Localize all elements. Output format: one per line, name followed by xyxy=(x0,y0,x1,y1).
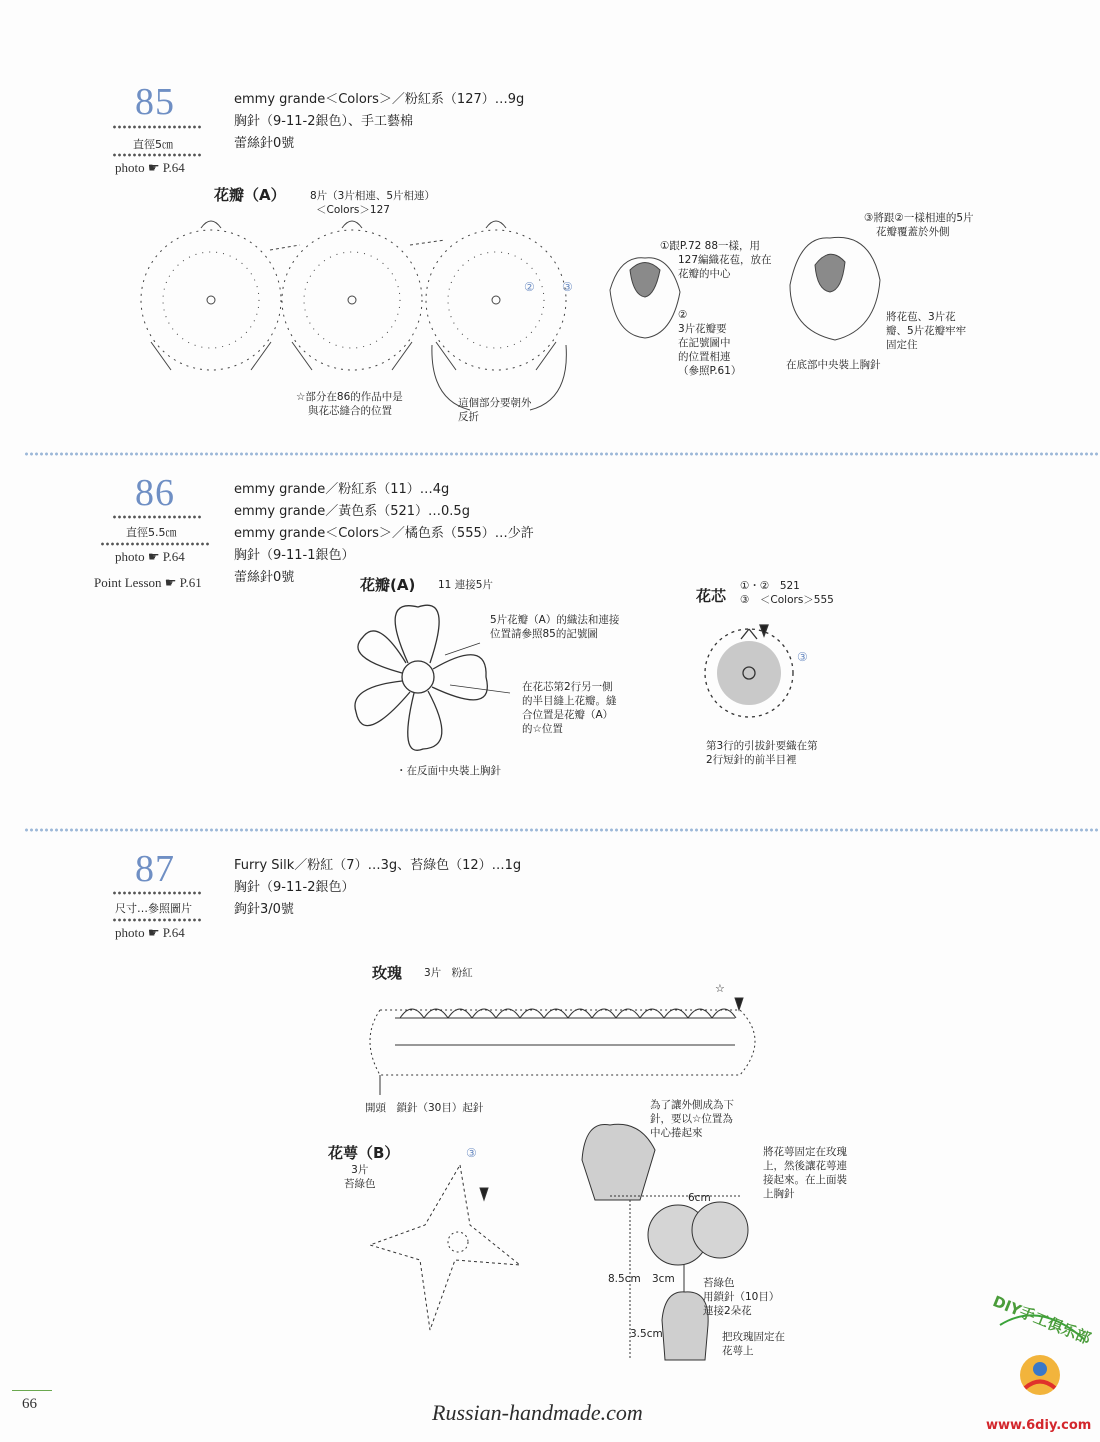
dimension-base: 3.5cm xyxy=(630,1328,663,1340)
pattern-85-size: 直徑5㎝ xyxy=(133,138,173,151)
pattern-86-photo-ref: photo ☛ P.64 xyxy=(115,549,185,564)
pattern-87-chain-note: 開頭 鎖針（30目）起針 xyxy=(365,1102,484,1114)
pattern-87-photo-ref: photo ☛ P.64 xyxy=(115,925,185,940)
pattern-86-center-spec: ①・② 521 ③ ＜Colors＞555 xyxy=(740,580,834,606)
site-url: www.6diy.com xyxy=(986,1418,1092,1433)
pattern-87-calyx-title: 花萼（B） xyxy=(328,1144,400,1162)
pattern-85-step-2: ② 3片花瓣要 在記號圖中 的位置相連 （參照P.61） xyxy=(678,309,742,377)
round-3-marker: ③ xyxy=(466,1146,477,1160)
pattern-85-step-1: ①跟P.72 88一樣，用 127編織花苞，放在 花瓣的中心 xyxy=(660,240,772,280)
pattern-87-rose-spec: 3片 粉紅 xyxy=(424,967,473,979)
pattern-86-petal-title: 花瓣(A) xyxy=(360,576,416,594)
pattern-87-roll-note: 為了讓外側成為下 針，要以☆位置為 中心捲起來 xyxy=(650,1099,734,1139)
material-line: 胸針（9-11-2銀色） xyxy=(234,880,355,895)
pattern-86-number: 86 xyxy=(135,472,175,514)
round-2-marker: ② xyxy=(524,280,535,294)
pattern-86-center-title: 花芯 xyxy=(696,587,727,605)
material-line: Furry Silk／粉紅（7）…3g、苔綠色（12）…1g xyxy=(234,858,522,873)
material-line: emmy grande／黃色系（521）…0.5g xyxy=(234,504,470,519)
pattern-87-fix-note: 把玫瑰固定在 花萼上 xyxy=(722,1331,785,1357)
pattern-86-lesson-ref: Point Lesson ☛ P.61 xyxy=(94,575,202,590)
dimension-width: 6cm xyxy=(688,1192,711,1204)
pattern-87-rose-title: 玫瑰 xyxy=(372,964,403,982)
watermark-text: Russian-handmade.com xyxy=(432,1400,643,1425)
pattern-85-number: 85 xyxy=(135,81,175,123)
pattern-85-fold-note: 這個部分要朝外 反折 xyxy=(458,397,532,423)
pattern-86-center-note: 第3行的引拔針要織在第 2行短針的前半目裡 xyxy=(706,740,818,766)
material-line: emmy grande／粉紅系（11）…4g xyxy=(234,482,450,497)
pattern-86-petal-spec: 11 連接5片 xyxy=(438,579,493,591)
pattern-85-step-3: ③將跟②一樣相連的5片 花瓣覆蓋於外側 xyxy=(864,212,974,238)
pattern-85-photo-ref: photo ☛ P.64 xyxy=(115,160,185,175)
pattern-86-pin-note: ・在反面中央裝上胸針 xyxy=(396,765,501,777)
pattern-86-size: 直徑5.5㎝ xyxy=(126,526,177,539)
material-line: 胸針（9-11-1銀色） xyxy=(234,548,355,563)
pattern-87-size: 尺寸…參照圖片 xyxy=(115,902,192,915)
dimension-height: 8.5cm xyxy=(608,1273,641,1285)
pattern-87-green-note: 苔綠色 用鎖針（10目） 連接2朵花 xyxy=(703,1277,780,1317)
page-number: 66 xyxy=(22,1396,37,1412)
material-line: emmy grande＜Colors＞／橘色系（555）…少許 xyxy=(234,526,534,541)
pattern-86-sew-note: 在花芯第2行另一側 的半目縫上花瓣。縫 合位置是花瓣（A） 的☆位置 xyxy=(522,681,617,735)
material-line: 鉤針3/0號 xyxy=(234,902,294,917)
dimension-center: 3cm xyxy=(652,1273,675,1285)
material-line: 蕾絲針0號 xyxy=(234,136,295,151)
material-line: 蕾絲針0號 xyxy=(234,570,295,585)
pattern-87-number: 87 xyxy=(135,848,175,890)
material-line: emmy grande＜Colors＞／粉紅系（127）…9g xyxy=(234,92,525,107)
round-3-marker: ③ xyxy=(797,650,808,664)
round-3-marker: ③ xyxy=(562,280,573,294)
pattern-85-fix-note: 將花苞、3片花 瓣、5片花瓣牢牢 固定住 xyxy=(886,311,967,351)
diy-club-text: DIY手工俱乐部 xyxy=(990,1292,1094,1348)
pattern-85-bottom-note: 在底部中央裝上胸針 xyxy=(786,359,881,371)
pattern-87-calyx-spec: 3片 苔綠色 xyxy=(344,1164,376,1190)
pattern-86-petal-note: 5片花瓣（A）的織法和連接 位置請參照85的記號圖 xyxy=(490,614,620,640)
pattern-85-petal-spec: 8片（3片相連、5片相連） ＜Colors＞127 xyxy=(310,190,436,216)
pattern-85-star-note: ☆部分在86的作品中是 與花芯縫合的位置 xyxy=(296,391,403,417)
star-marker: ☆ xyxy=(715,982,725,995)
pattern-85-petal-title: 花瓣（A） xyxy=(214,186,286,204)
material-line: 胸針（9-11-2銀色）、手工藝棉 xyxy=(234,114,413,129)
pattern-87-attach-note: 將花萼固定在玫瑰 上，然後讓花萼連 接起來。在上面裝 上胸針 xyxy=(763,1146,847,1200)
